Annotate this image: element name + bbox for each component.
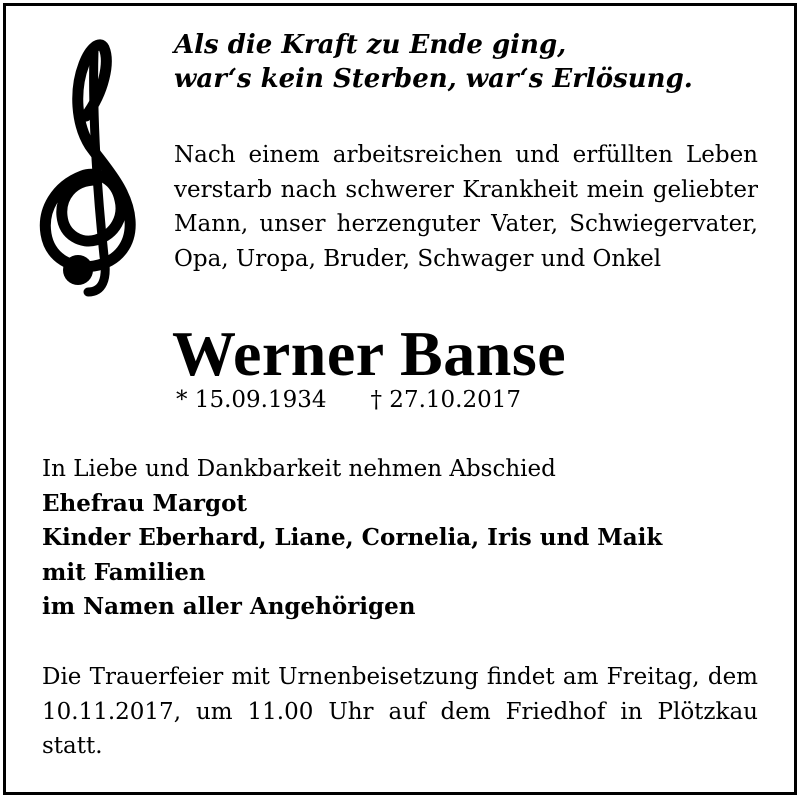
motto-line-2: war‘s kein Sterben, war‘s Erlösung. (174, 64, 693, 94)
mourner-line: Ehefrau Margot (42, 489, 248, 517)
life-dates (176, 384, 521, 416)
mourners-block (42, 452, 662, 625)
birth-date: * 15.09.1934 (176, 387, 327, 413)
mourner-line: im Namen aller Angehörigen (42, 593, 416, 620)
treble-clef-icon (32, 30, 142, 300)
motto (174, 28, 693, 96)
mourner-line: mit Familien (42, 558, 206, 586)
ceremony-paragraph: Die Trauerfeier mit Urnenbeisetzung findet am Freitag, dem 10.11.2017, um 11.00 Uhr auf dem Friedhof in Plötzkau statt. (42, 664, 758, 759)
motto-line-1: Als die Kraft zu Ende ging, (174, 30, 567, 60)
death-date: † 27.10.2017 (370, 387, 521, 413)
mourner-line: Kinder Eberhard, Liane, Cornelia, Iris und Maik (42, 524, 663, 551)
deceased-name: Werner Banse (172, 318, 567, 389)
intro-paragraph: Nach einem arbeitsreichen und erfüllten Leben verstarb nach schwerer Krankheit mein geliebter Mann, unser herzenguter Vater, Schwiegervater, Opa, Uropa, Bruder, Schwager und Onkel (174, 142, 758, 272)
mourners-intro: In Liebe und Dankbarkeit nehmen Abschied (42, 456, 556, 482)
